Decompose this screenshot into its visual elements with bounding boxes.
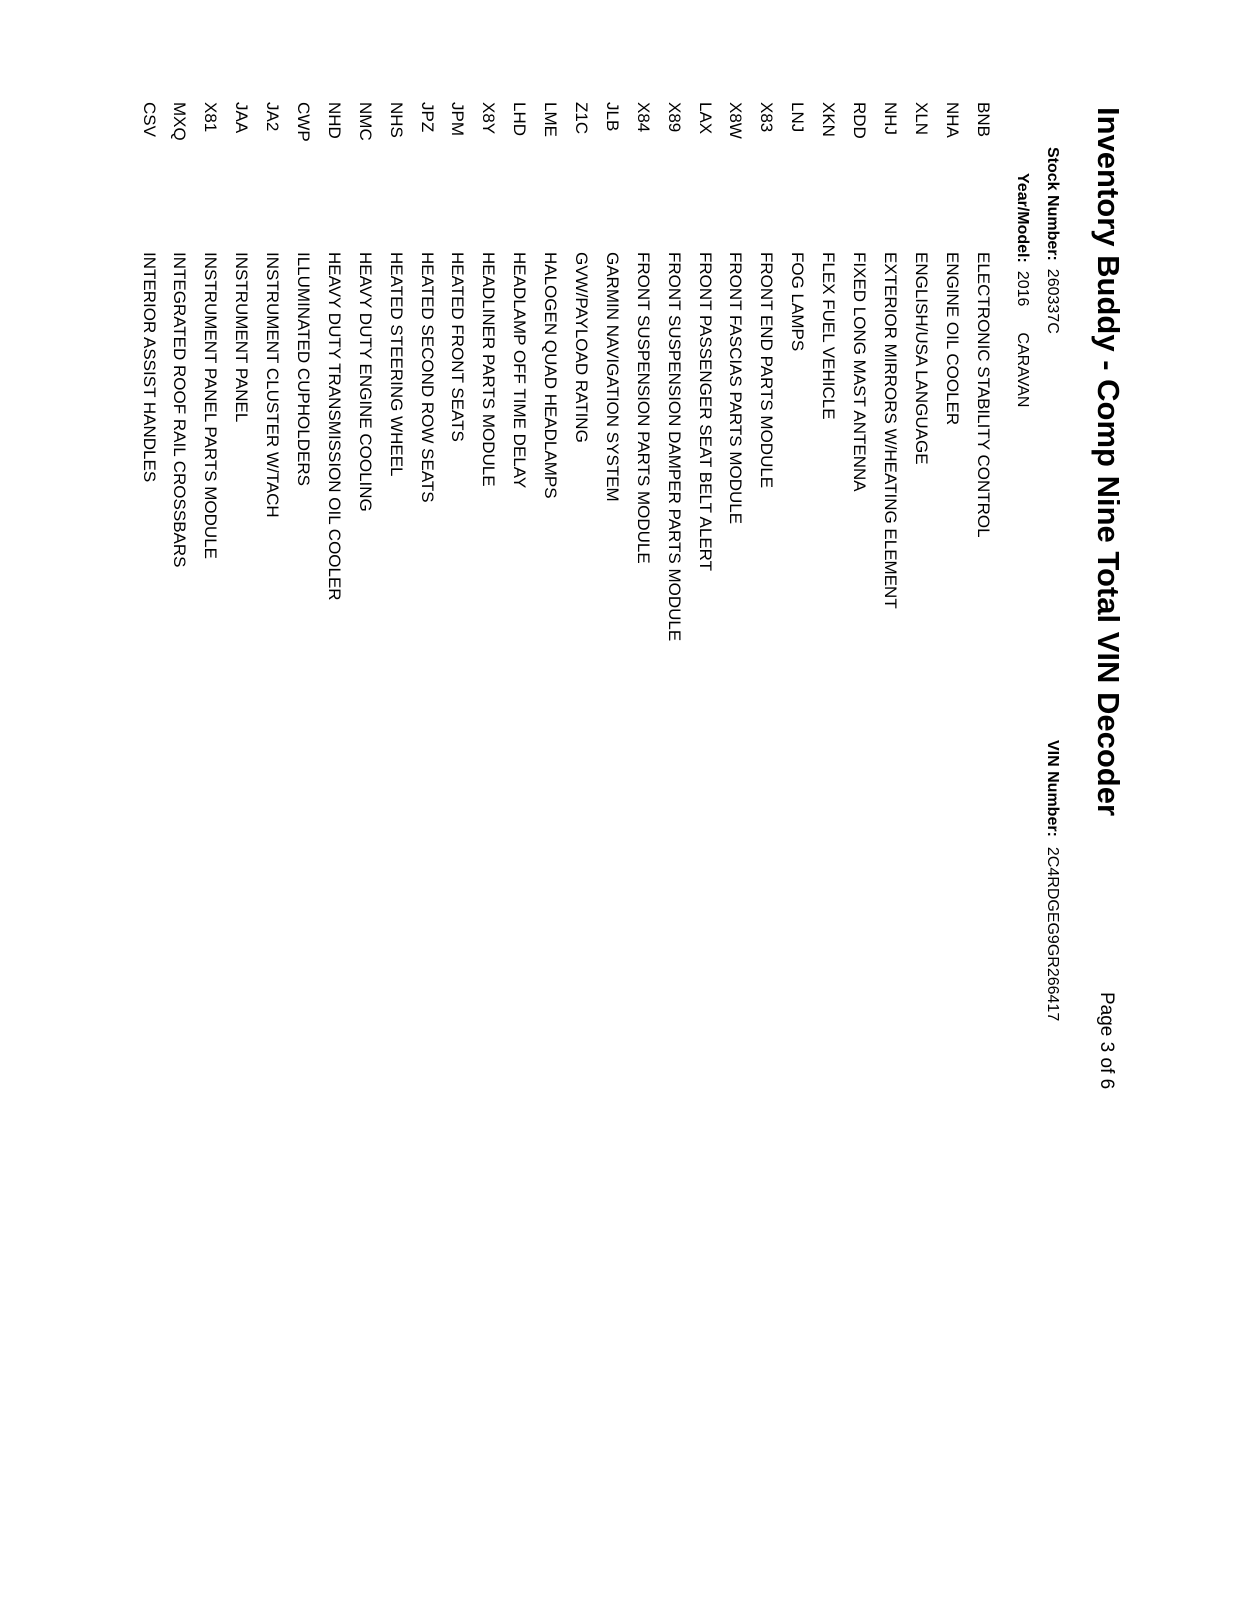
- option-description: HEATED FRONT SEATS: [448, 252, 468, 442]
- option-code: Z1C: [571, 102, 591, 135]
- option-description: FRONT SUSPENSION PARTS MODULE: [633, 252, 653, 564]
- option-row: [905, 102, 936, 641]
- option-description: GVW/PAYLOAD RATING: [571, 252, 591, 443]
- stock-number-value: 260337C: [1044, 268, 1061, 334]
- option-row: [349, 102, 380, 641]
- option-description: INSTRUMENT PANEL PARTS MODULE: [201, 252, 221, 559]
- option-code: X83: [757, 102, 777, 133]
- option-description: INSTRUMENT CLUSTER W/TACH: [263, 252, 283, 518]
- year-value: 2016: [1014, 270, 1031, 307]
- option-row: [318, 102, 349, 641]
- report-title: Inventory Buddy - Comp Nine Total VIN Decoder: [1091, 107, 1126, 817]
- option-row: [596, 102, 627, 641]
- vin-number-label: VIN Number:: [1044, 740, 1061, 837]
- option-code: XKN: [819, 102, 839, 137]
- option-description: FRONT SUSPENSION DAMPER PARTS MODULE: [664, 252, 684, 642]
- option-row: [164, 102, 195, 641]
- option-row: [535, 102, 566, 641]
- option-row: [813, 102, 844, 641]
- option-description: INTERIOR ASSIST HANDLES: [139, 252, 159, 483]
- option-code: NHA: [942, 102, 962, 138]
- option-code: X81: [201, 102, 221, 133]
- option-description: HEATED SECOND ROW SEATS: [417, 252, 437, 503]
- option-description: HEAVY DUTY TRANSMISSION OIL COOLER: [324, 252, 344, 601]
- option-code: JLB: [602, 102, 622, 132]
- option-code: X8Y: [479, 102, 499, 135]
- option-description: ELECTRONIC STABILITY CONTROL: [973, 252, 993, 538]
- option-row: [751, 102, 782, 641]
- option-row: [566, 102, 597, 641]
- option-row: [473, 102, 504, 641]
- option-description: INTEGRATED ROOF RAIL CROSSBARS: [170, 252, 190, 568]
- option-code: NHJ: [880, 102, 900, 136]
- option-code: NHS: [386, 102, 406, 138]
- option-code: X89: [664, 102, 684, 133]
- option-row: [874, 102, 905, 641]
- option-description: FIXED LONG MAST ANTENNA: [850, 252, 869, 492]
- option-code: JA2: [263, 102, 283, 132]
- option-code: LNJ: [788, 102, 808, 133]
- option-code-list: [133, 102, 998, 641]
- option-row: [288, 102, 319, 641]
- option-row: [257, 102, 288, 641]
- option-description: FRONT FASCIAS PARTS MODULE: [726, 252, 746, 525]
- option-row: [936, 102, 967, 641]
- option-code: CWP: [293, 102, 313, 142]
- option-description: FRONT END PARTS MODULE: [757, 252, 777, 489]
- vin-number-value: 2C4RDGEG9GR266417: [1044, 846, 1061, 1022]
- option-row: [195, 102, 226, 641]
- option-row: [782, 102, 813, 641]
- option-row: [442, 102, 473, 641]
- option-description: FLEX FUEL VEHICLE: [819, 252, 839, 420]
- option-description: ILLUMINATED CUPHOLDERS: [293, 252, 313, 486]
- option-code: NHD: [324, 102, 344, 139]
- option-description: INSTRUMENT PANEL: [232, 252, 252, 423]
- option-row: [844, 102, 875, 641]
- option-description: HALOGEN QUAD HEADLAMPS: [541, 252, 561, 499]
- option-row: [627, 102, 658, 641]
- option-code: X84: [633, 102, 653, 133]
- option-code: RDD: [850, 102, 869, 139]
- option-code: NMC: [355, 102, 375, 141]
- option-code: JPZ: [417, 102, 437, 133]
- option-row: [967, 102, 998, 641]
- option-row: [720, 102, 751, 641]
- stock-number-row: [1044, 147, 1060, 334]
- option-description: GARMIN NAVIGATION SYSTEM: [602, 252, 622, 502]
- option-code: LME: [541, 102, 561, 137]
- option-description: HEATED STEERING WHEEL: [386, 252, 406, 477]
- option-description: HEADLAMP OFF TIME DELAY: [510, 252, 530, 489]
- year-model-row: [1014, 173, 1030, 407]
- option-row: [133, 102, 164, 641]
- option-code: BNB: [973, 102, 993, 137]
- option-row: [504, 102, 535, 641]
- option-description: EXTERIOR MIRRORS W/HEATING ELEMENT: [880, 252, 900, 609]
- option-row: [226, 102, 257, 641]
- option-description: HEAVY DUTY ENGINE COOLING: [355, 252, 375, 512]
- option-code: X8W: [726, 102, 746, 139]
- vin-number-row: [1044, 740, 1060, 1021]
- option-code: LHD: [510, 102, 530, 137]
- year-model-label: Year/Model:: [1014, 173, 1031, 263]
- option-row: [380, 102, 411, 641]
- option-row: [658, 102, 689, 641]
- option-row: [411, 102, 442, 641]
- option-description: HEADLINER PARTS MODULE: [479, 252, 499, 487]
- option-description: ENGINE OIL COOLER: [942, 252, 962, 426]
- option-description: ENGLISH/USA LANGUAGE: [911, 252, 931, 465]
- option-row: [689, 102, 720, 641]
- option-code: XLN: [911, 102, 931, 136]
- option-description: FRONT PASSENGER SEAT BELT ALERT: [695, 252, 715, 572]
- option-code: MXQ: [170, 102, 190, 141]
- option-description: FOG LAMPS: [788, 252, 808, 352]
- option-code: JPM: [448, 102, 468, 136]
- option-code: CSV: [139, 102, 159, 137]
- page-number: Page 3 of 6: [1096, 992, 1117, 1090]
- option-code: LAX: [695, 102, 715, 135]
- stock-number-label: Stock Number:: [1044, 147, 1061, 261]
- model-value: CARAVAN: [1014, 332, 1031, 408]
- option-code: JAA: [232, 102, 252, 134]
